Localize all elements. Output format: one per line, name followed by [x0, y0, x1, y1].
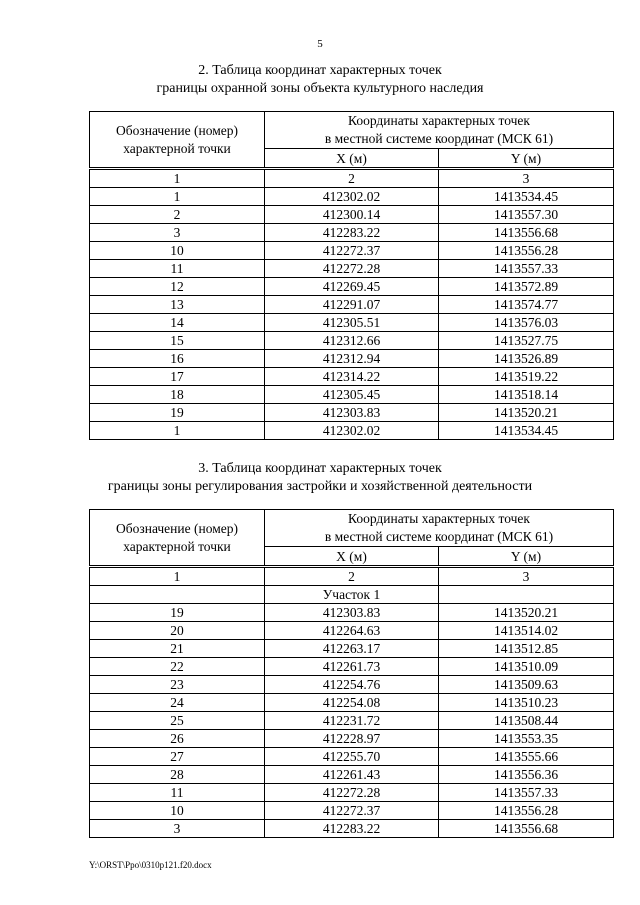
y-coordinate-cell: 1413520.21: [439, 604, 614, 622]
table2-caption-line1: 2. Таблица координат характерных точек: [198, 63, 442, 78]
y-coordinate-cell: 1413510.23: [439, 694, 614, 712]
x-coordinate-cell: 412272.37: [265, 802, 439, 820]
x-coordinate-cell: 412303.83: [265, 604, 439, 622]
y-coordinate-cell: 1413556.68: [439, 820, 614, 838]
designation-header-line2: характерной точки: [123, 538, 231, 554]
table-row: [90, 224, 614, 242]
x-coordinate-cell: 412228.97: [265, 730, 439, 748]
point-number-cell: 27: [90, 748, 265, 766]
y-coordinate-cell: 1413553.35: [439, 730, 614, 748]
x-coordinate-cell: 412303.83: [265, 404, 439, 422]
table-row: [90, 368, 614, 386]
table-row: [90, 296, 614, 314]
x-coordinate-cell: 412272.28: [265, 260, 439, 278]
point-number-cell: 15: [90, 332, 265, 350]
section-empty-cell: [439, 586, 614, 604]
table-row: [90, 332, 614, 350]
point-number-cell: 28: [90, 766, 265, 784]
y-coordinate-cell: 1413555.66: [439, 748, 614, 766]
y-coordinate-cell: 1413557.30: [439, 206, 614, 224]
x-coordinate-cell: 412283.22: [265, 224, 439, 242]
point-number-cell: 10: [90, 242, 265, 260]
y-coordinate-cell: 1413526.89: [439, 350, 614, 368]
y-header: Y (м): [439, 547, 614, 567]
coords-header-line1: Координаты характерных точек: [348, 113, 530, 128]
point-number-cell: 14: [90, 314, 265, 332]
table-row: [90, 314, 614, 332]
table2-caption: [0, 62, 640, 98]
point-number-cell: 21: [90, 640, 265, 658]
coords-header-line2: в местной системе координат (МСК 61): [324, 529, 554, 544]
section-empty-cell: [90, 586, 265, 604]
page-number: 5: [317, 38, 323, 50]
y-coordinate-cell: 1413556.36: [439, 766, 614, 784]
point-number-cell: 11: [90, 260, 265, 278]
table3-caption-line1: 3. Таблица координат характерных точек: [198, 461, 442, 476]
x-coordinate-cell: 412302.02: [265, 188, 439, 206]
y-coordinate-cell: 1413572.89: [439, 278, 614, 296]
table-row: [90, 748, 614, 766]
section-label: Участок 1: [265, 586, 439, 604]
table-row: [90, 188, 614, 206]
point-number-cell: 2: [90, 206, 265, 224]
x-coordinate-cell: 412305.45: [265, 386, 439, 404]
point-number-cell: 17: [90, 368, 265, 386]
point-number-cell: 11: [90, 784, 265, 802]
y-coordinate-cell: 1413527.75: [439, 332, 614, 350]
table-row: [90, 278, 614, 296]
y-coordinate-cell: 1413512.85: [439, 640, 614, 658]
x-coordinate-cell: 412264.63: [265, 622, 439, 640]
table-row: [90, 206, 614, 224]
y-coordinate-cell: 1413574.77: [439, 296, 614, 314]
y-coordinate-cell: 1413556.28: [439, 242, 614, 260]
designation-header-line2: характерной точки: [123, 140, 231, 156]
coords-header: [265, 112, 614, 149]
table2-coordinates: [89, 111, 614, 440]
table3-coordinates: [89, 509, 614, 838]
table-row: [90, 422, 614, 440]
y-coordinate-cell: 1413557.33: [439, 260, 614, 278]
table-row: [90, 694, 614, 712]
designation-header-line1: Обозначение (номер): [116, 122, 238, 138]
point-number-cell: 26: [90, 730, 265, 748]
coords-header-line2: в местной системе координат (МСК 61): [324, 131, 554, 146]
x-coordinate-cell: 412314.22: [265, 368, 439, 386]
y-coordinate-cell: 1413510.09: [439, 658, 614, 676]
point-number-cell: 1: [90, 188, 265, 206]
x-coordinate-cell: 412291.07: [265, 296, 439, 314]
x-header: X (м): [265, 149, 439, 169]
table2-caption-line2: границы охранной зоны объекта культурного наследия: [156, 81, 484, 96]
x-coordinate-cell: 412261.43: [265, 766, 439, 784]
y-coordinate-cell: 1413576.03: [439, 314, 614, 332]
point-number-cell: 12: [90, 278, 265, 296]
x-coordinate-cell: 412261.73: [265, 658, 439, 676]
point-number-cell: 20: [90, 622, 265, 640]
point-number-cell: 24: [90, 694, 265, 712]
y-coordinate-cell: 1413508.44: [439, 712, 614, 730]
table-row: [90, 640, 614, 658]
col-number-2: 2: [265, 169, 439, 188]
x-coordinate-cell: 412272.28: [265, 784, 439, 802]
point-number-cell: 25: [90, 712, 265, 730]
table3-caption: [0, 460, 640, 496]
y-header: Y (м): [439, 149, 614, 169]
point-number-cell: 22: [90, 658, 265, 676]
x-coordinate-cell: 412272.37: [265, 242, 439, 260]
point-number-cell: 1: [90, 422, 265, 440]
y-coordinate-cell: 1413556.28: [439, 802, 614, 820]
designation-header-line1: Обозначение (номер): [116, 520, 238, 536]
x-coordinate-cell: 412269.45: [265, 278, 439, 296]
y-coordinate-cell: 1413557.33: [439, 784, 614, 802]
point-number-cell: 13: [90, 296, 265, 314]
x-coordinate-cell: 412283.22: [265, 820, 439, 838]
x-coordinate-cell: 412254.76: [265, 676, 439, 694]
col-number-1: 1: [90, 567, 265, 586]
x-coordinate-cell: 412305.51: [265, 314, 439, 332]
point-number-cell: 3: [90, 224, 265, 242]
x-coordinate-cell: 412312.94: [265, 350, 439, 368]
x-coordinate-cell: 412231.72: [265, 712, 439, 730]
y-coordinate-cell: 1413509.63: [439, 676, 614, 694]
x-coordinate-cell: 412312.66: [265, 332, 439, 350]
table-row: [90, 404, 614, 422]
col-number-2: 2: [265, 567, 439, 586]
y-coordinate-cell: 1413520.21: [439, 404, 614, 422]
x-coordinate-cell: 412300.14: [265, 206, 439, 224]
point-number-cell: 19: [90, 404, 265, 422]
coords-header: [265, 510, 614, 547]
col-number-1: 1: [90, 169, 265, 188]
point-number-cell: 18: [90, 386, 265, 404]
x-header: X (м): [265, 547, 439, 567]
y-coordinate-cell: 1413534.45: [439, 422, 614, 440]
col-number-3: 3: [439, 169, 614, 188]
table3-caption-line2: границы зоны регулирования застройки и хозяйственной деятельности: [107, 479, 533, 494]
point-number-cell: 19: [90, 604, 265, 622]
table-row: [90, 658, 614, 676]
table-row: [90, 802, 614, 820]
designation-header: [90, 112, 265, 169]
designation-header: [90, 510, 265, 567]
coords-header-line1: Координаты характерных точек: [348, 511, 530, 526]
y-coordinate-cell: 1413518.14: [439, 386, 614, 404]
x-coordinate-cell: 412255.70: [265, 748, 439, 766]
table-row: [90, 622, 614, 640]
table-row: [90, 350, 614, 368]
x-coordinate-cell: 412263.17: [265, 640, 439, 658]
footer-file-path: Y:\ORST\Ppo\0310p121.f20.docx: [89, 860, 212, 870]
table-row: [90, 730, 614, 748]
y-coordinate-cell: 1413556.68: [439, 224, 614, 242]
point-number-cell: 23: [90, 676, 265, 694]
table-row: [90, 386, 614, 404]
x-coordinate-cell: 412254.08: [265, 694, 439, 712]
point-number-cell: 16: [90, 350, 265, 368]
table-row: [90, 260, 614, 278]
table-row: [90, 766, 614, 784]
table-row: [90, 242, 614, 260]
col-number-3: 3: [439, 567, 614, 586]
table-row: [90, 676, 614, 694]
table-row: [90, 712, 614, 730]
table-row: [90, 604, 614, 622]
point-number-cell: 3: [90, 820, 265, 838]
y-coordinate-cell: 1413514.02: [439, 622, 614, 640]
table-row: [90, 784, 614, 802]
y-coordinate-cell: 1413519.22: [439, 368, 614, 386]
y-coordinate-cell: 1413534.45: [439, 188, 614, 206]
point-number-cell: 10: [90, 802, 265, 820]
table-row: [90, 820, 614, 838]
x-coordinate-cell: 412302.02: [265, 422, 439, 440]
